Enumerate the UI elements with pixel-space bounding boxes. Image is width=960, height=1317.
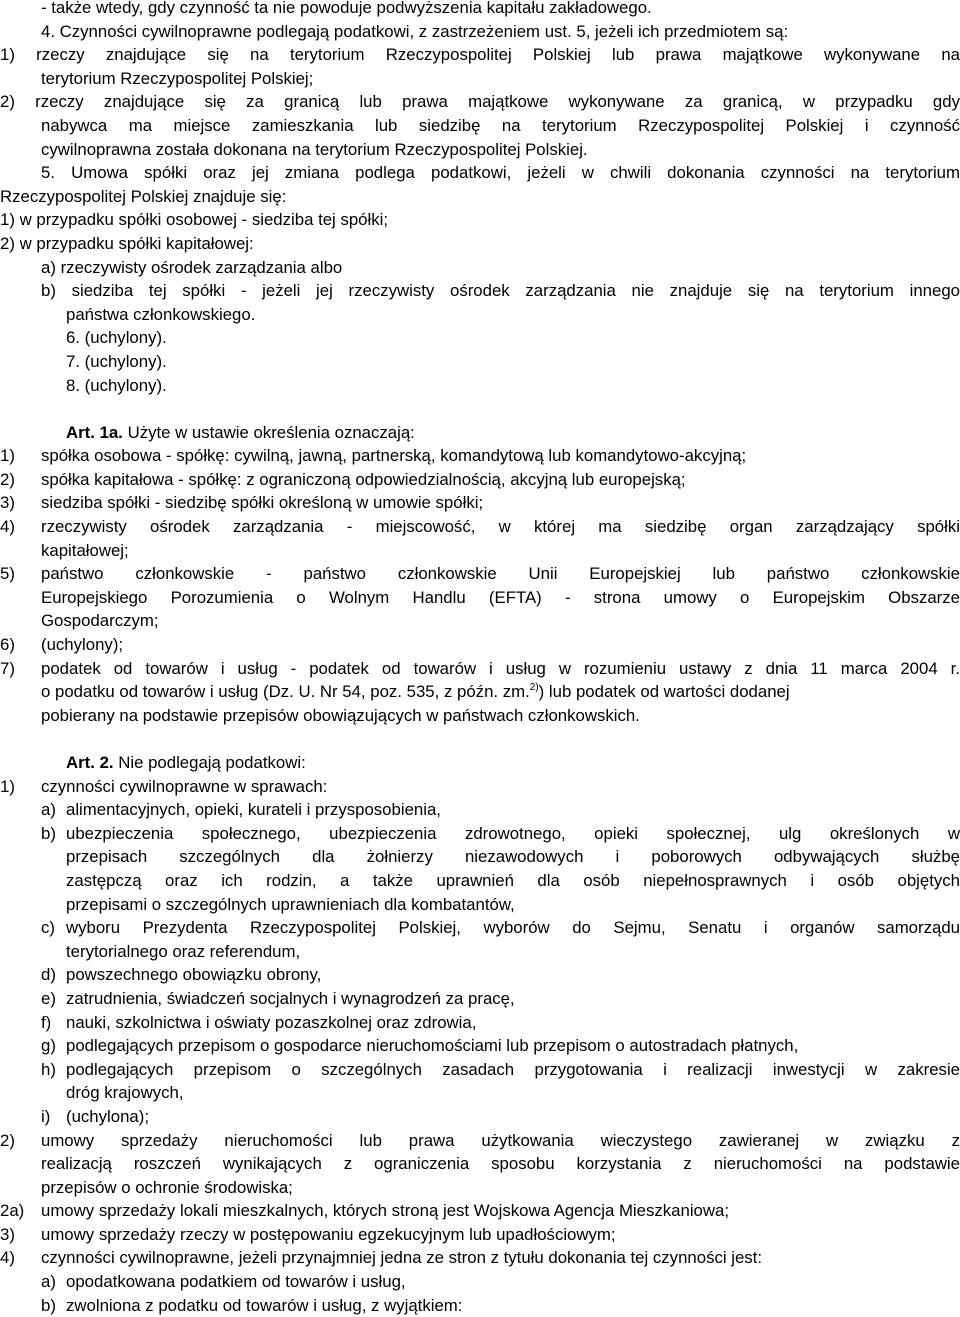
list-item [0, 845, 960, 869]
list-item-text: dróg krajowych, [66, 1083, 184, 1103]
list-item-text: wyboru Prezydenta Rzeczypospolitej Polskiej, wyborów do Sejmu, Senatu i organów samorządu [66, 918, 960, 938]
list-item [0, 1081, 960, 1105]
list-item-text: realizacją roszczeń wynikających z ograniczenia sposobu korzystania z nieruchomości na podstawie [41, 1154, 960, 1174]
list-item-text: czynności cywilnoprawne, jeżeli przynajmniej jedna ze stron z tytułu dokonania tej czynności jest: [41, 1248, 763, 1268]
list-number: e) [41, 988, 56, 1008]
list-item [0, 987, 960, 1011]
list-item-2-cont: cywilnoprawna została dokonana na terytorium Rzeczypospolitej Polskiej. [41, 139, 588, 159]
list-number: 1) [0, 446, 15, 466]
list-item-1: 1) rzeczy znajdujące się na terytorium Rzeczypospolitej Polskiej lub prawa majątkowe wykonywane na [0, 45, 960, 65]
list-item-text: przepisach szczególnych dla żołnierzy niezawodowych i poborowych odbywających służbę [66, 847, 960, 867]
list-number: 3) [0, 493, 15, 513]
list-item-text: umowy sprzedaży lokali mieszkalnych, których stroną jest Wojskowa Agencja Mieszkaniowa; [41, 1201, 729, 1221]
article-1a-heading: Art. 1a. [66, 422, 123, 442]
item-7-text: o podatku od towarów i usług (Dz. U. Nr 54, poz. 535, z późn. zm. [41, 682, 530, 702]
list-item [0, 1105, 960, 1129]
list-item-text: rzeczywisty ośrodek zarządzania - miejscowość, w której ma siedzibę organ zarządzający spółki [41, 517, 960, 537]
list-number [41, 893, 66, 917]
item-7-text: ) lub podatek od wartości dodanej [538, 682, 790, 702]
list-item-text: powszechnego obowiązku obrony, [66, 965, 322, 985]
sub-item [0, 1270, 960, 1294]
list-item-text: nauki, szkolnictwa i oświaty pozaszkolnej oraz zdrowia, [66, 1012, 477, 1032]
list-number: 2) [0, 469, 15, 489]
list-number [0, 609, 41, 633]
list-item [0, 491, 960, 515]
list-item [0, 468, 960, 492]
list-item-text: Europejskiego Porozumienia o Wolnym Handlu (EFTA) - strona umowy o Europejskim Obszarze [41, 587, 960, 607]
paragraph-4: 4. Czynności cywilnoprawne podlegają podatkowi, z zastrzeżeniem ust. 5, jeżeli ich przedmiotem są: [41, 21, 789, 41]
list-item-text: podatek od towarów i usług - podatek od towarów i usług w rozumieniu ustawy z dnia 11 marca 2004 r. [41, 658, 960, 678]
sub-item-a: a) rzeczywisty ośrodek zarządzania albo [41, 257, 343, 277]
list-item-text: spółka kapitałowa - spółkę: z ograniczoną odpowiedzialnością, akcyjną lub europejską; [41, 469, 686, 489]
spacer [0, 397, 960, 421]
list-item-text: umowy sprzedaży rzeczy w postępowaniu egzekucyjnym lub upadłościowym; [41, 1224, 616, 1244]
item-7-text: pobierany na podstawie przepisów obowiązujących w państwach członkowskich. [41, 705, 640, 725]
list-item [0, 798, 960, 822]
list-item-text: (uchylona); [66, 1106, 150, 1126]
list-number: i) [41, 1106, 51, 1126]
list-item [0, 633, 960, 657]
list-item-2: 2) w przypadku spółki kapitałowej: [0, 233, 254, 253]
list-number: c) [41, 918, 55, 938]
list-item [0, 1011, 960, 1035]
list-item-2: 2) rzeczy znajdujące się za granicą lub prawa majątkowe wykonywane za granicą, w przypadku gdy [0, 92, 960, 112]
spacer [0, 727, 960, 751]
list-item-text: siedziba spółki - siedzibę spółki określoną w umowie spółki; [41, 493, 484, 513]
list-item-text: (uchylony); [41, 635, 124, 655]
article-2-item-4-subitems [0, 1270, 960, 1317]
list-item [0, 1058, 960, 1082]
sub-item-text: zwolniona z podatku od towarów i usług, z wyjątkiem: [66, 1295, 463, 1315]
sub-item-letter: a) [41, 1272, 56, 1292]
list-number: 2a) [0, 1201, 25, 1221]
list-item-text: Gospodarczym; [41, 611, 159, 631]
list-number: 3) [0, 1224, 15, 1244]
sub-item [0, 1294, 960, 1317]
list-item-text: podlegających przepisom o szczególnych zasadach przygotowania i realizacji inwestycji w zakresie [66, 1059, 960, 1079]
list-item [0, 1152, 960, 1176]
paragraph-7: 7. (uchylony). [66, 351, 167, 371]
article-1a-intro: Użyte w ustawie określenia oznaczają: [122, 422, 415, 442]
list-item [0, 916, 960, 940]
article-1a-list [0, 444, 960, 680]
list-item-text: kapitałowej; [41, 540, 129, 560]
list-item [0, 1246, 960, 1270]
list-item-1: 1) w przypadku spółki osobowej - siedziba tej spółki; [0, 210, 389, 230]
list-item [0, 586, 960, 610]
list-number [41, 845, 66, 869]
list-item [0, 1223, 960, 1247]
article-2-intro: Nie podlegają podatkowi: [113, 753, 306, 772]
list-item [0, 822, 960, 846]
list-number: 2) [0, 1130, 15, 1150]
list-item [0, 893, 960, 917]
list-item [0, 1199, 960, 1223]
list-item [0, 1034, 960, 1058]
list-item [0, 515, 960, 539]
list-number: g) [41, 1036, 56, 1056]
article-1a-item-7-cont [0, 680, 960, 704]
list-item-text: umowy sprzedaży nieruchomości lub prawa użytkowania wieczystego zawieranej w związku z [41, 1130, 960, 1150]
list-item-text: alimentacyjnych, opieki, kurateli i przysposobienia, [66, 800, 441, 820]
list-number: 7) [0, 658, 15, 678]
list-number [41, 869, 66, 893]
list-item [0, 869, 960, 893]
list-item [0, 1176, 960, 1200]
list-number: d) [41, 965, 56, 985]
article-2-heading-line [0, 751, 960, 775]
text-line: - także wtedy, gdy czynność ta nie powoduje podwyższenia kapitału zakładowego. [41, 0, 652, 17]
list-item-2-cont: nabywca ma miejsce zamieszkania lub siedzibę na terytorium Rzeczypospolitej Polskiej i czynność [41, 115, 960, 135]
list-number [41, 940, 66, 964]
sub-item-letter: b) [41, 1295, 56, 1315]
paragraph-5-cont: Rzeczypospolitej Polskiej znajduje się: [0, 186, 287, 206]
list-number [0, 1152, 41, 1176]
article-2-item-1: 1) czynności cywilnoprawne w sprawach: [0, 775, 960, 799]
list-item [0, 1129, 960, 1153]
list-item [0, 657, 960, 681]
list-number: 5) [0, 564, 15, 584]
list-number [0, 539, 41, 563]
item-1-text: czynności cywilnoprawne w sprawach: [41, 776, 328, 796]
list-number: 6) [0, 635, 15, 655]
list-number: a) [41, 800, 56, 820]
list-item [0, 562, 960, 586]
list-number: 4) [0, 517, 15, 537]
list-item-1-cont: terytorium Rzeczypospolitej Polskiej; [41, 68, 314, 88]
list-item [0, 963, 960, 987]
list-number: b) [41, 823, 56, 843]
list-number [0, 1176, 41, 1200]
list-item-text: ubezpieczenia społecznego, ubezpieczenia zdrowotnego, opieki społecznej, ulg określonych w [66, 823, 960, 843]
article-2-items [0, 1129, 960, 1271]
sub-item-text: opodatkowana podatkiem od towarów i usług, [66, 1272, 406, 1292]
list-number: h) [41, 1059, 56, 1079]
list-item-text: terytorialnego oraz referendum, [66, 941, 301, 961]
sub-item-b: b) siedziba tej spółki - jeżeli jej rzeczywisty ośrodek zarządzania nie znajduje się na terytorium innego [41, 281, 960, 301]
article-1a-item-7-cont [0, 704, 960, 728]
list-item [0, 539, 960, 563]
list-item [0, 609, 960, 633]
list-number: f) [41, 1012, 52, 1032]
list-item-text: zatrudnienia, świadczeń socjalnych i wynagrodzeń za pracę, [66, 988, 515, 1008]
list-item [0, 940, 960, 964]
article-2-subitems [0, 798, 960, 1128]
list-item [0, 444, 960, 468]
list-item-text: podlegających przepisom o gospodarce nieruchomościami lub przepisom o autostradach płatnych, [66, 1036, 799, 1056]
list-item-text: przepisami o szczególnych uprawnieniach dla kombatantów, [66, 894, 515, 914]
list-item-text: przepisów o ochronie środowiska; [41, 1177, 293, 1197]
list-number [0, 586, 41, 610]
list-item-text: państwo członkowskie - państwo członkowskie Unii Europejskiej lub państwo członkowskie [41, 564, 960, 584]
footnote-ref: 2) [529, 682, 539, 694]
article-1a-heading-line [0, 421, 960, 445]
list-number: 4) [0, 1248, 15, 1268]
list-item-text: zastępczą oraz ich rodzin, a także uprawnień dla osób niepełnosprawnych i osób objętych [66, 870, 960, 890]
article-2-heading: Art. 2. [66, 753, 114, 772]
paragraph-8: 8. (uchylony). [66, 375, 167, 395]
list-number [41, 1081, 66, 1105]
sub-item-b-cont: państwa członkowskiego. [66, 304, 256, 324]
paragraph-6: 6. (uchylony). [66, 328, 167, 348]
list-item-text: spółka osobowa - spółkę: cywilną, jawną, partnerską, komandytową lub komandytowo-akcyjną; [41, 446, 747, 466]
paragraph-5: 5. Umowa spółki oraz jej zmiana podlega podatkowi, jeżeli w chwili dokonania czynności na terytorium [41, 163, 960, 183]
